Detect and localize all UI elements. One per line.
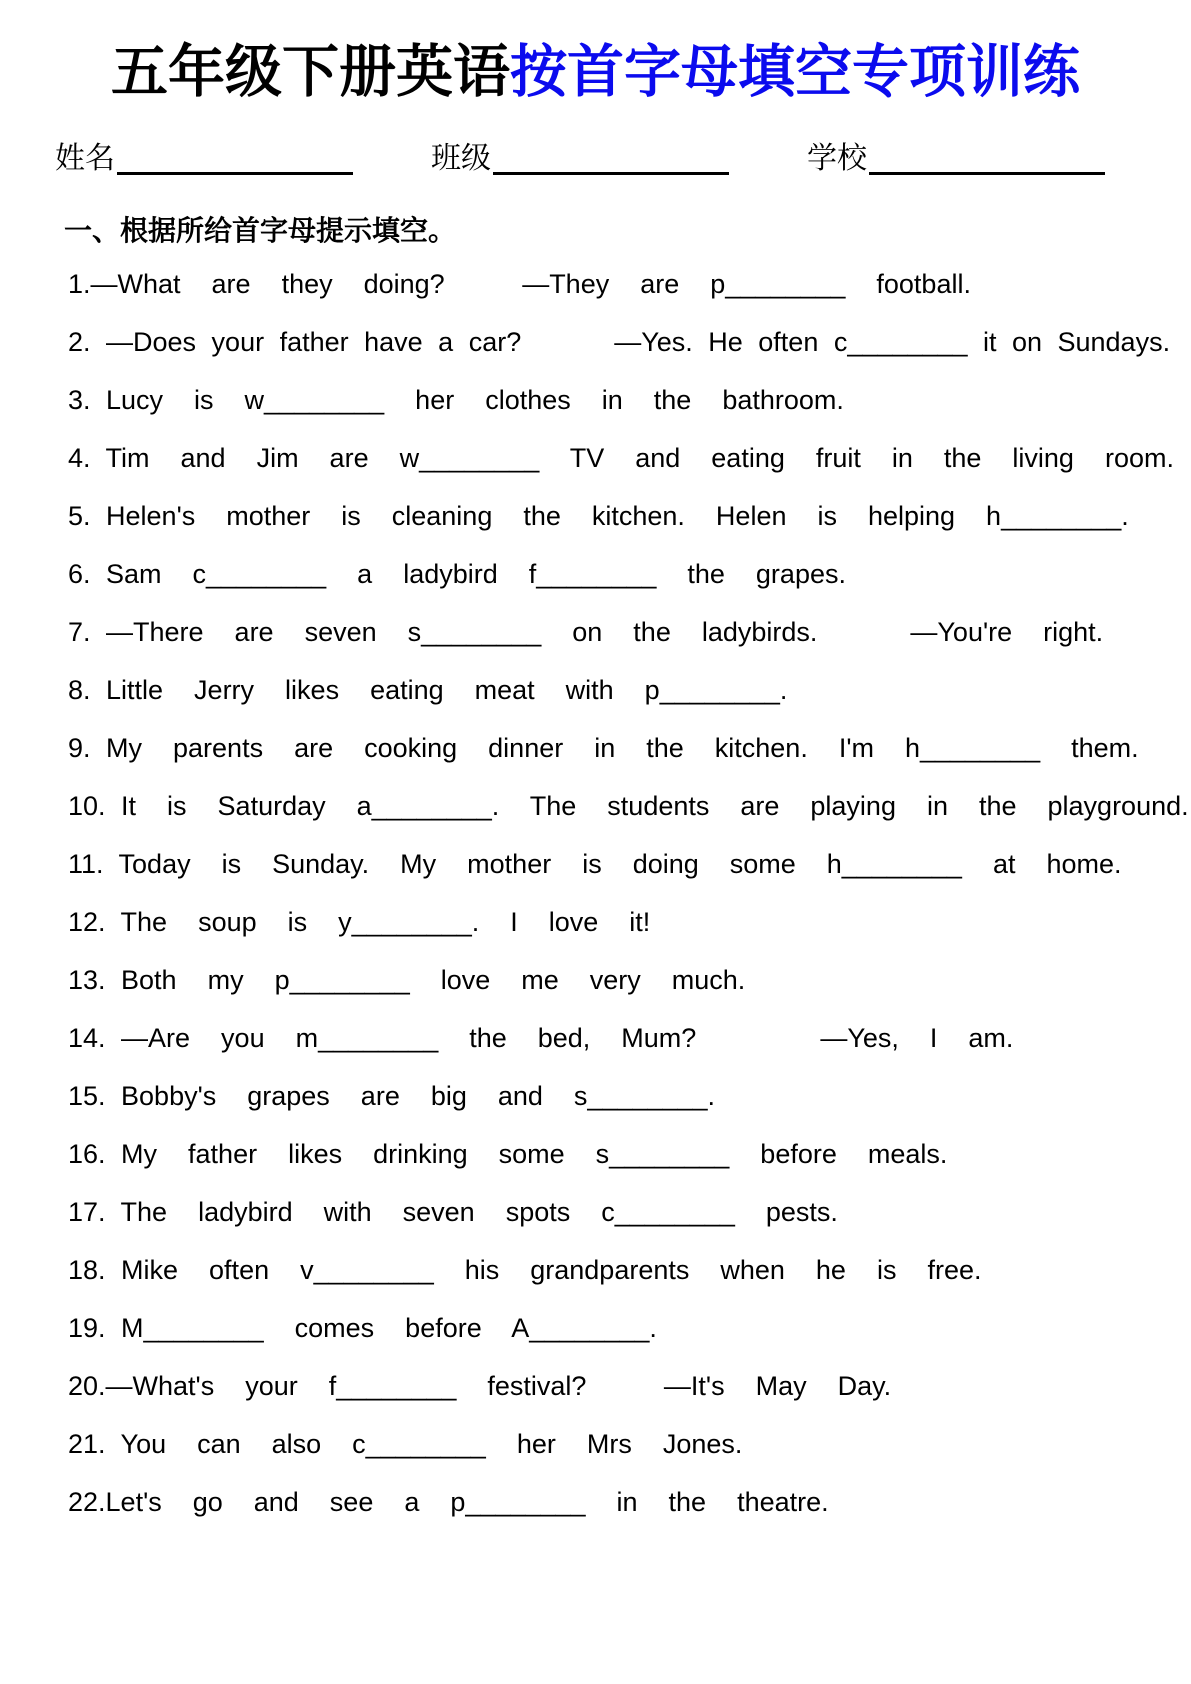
question-item-17: 17. The ladybird with seven spots c________ pests.	[68, 1196, 838, 1227]
question-item-19: 19. M________ comes before A________.	[68, 1312, 657, 1343]
question-list	[0, 255, 1191, 1531]
class-blank-line[interactable]	[493, 136, 729, 175]
question-item-14: 14. —Are you m________ the bed, Mum? —Yes, I am.	[68, 1022, 1014, 1053]
question-item-16: 16. My father likes drinking some s________ before meals.	[68, 1138, 948, 1169]
name-label: 姓名	[55, 141, 115, 175]
school-blank-line[interactable]	[869, 136, 1105, 175]
question-item-18: 18. Mike often v________ his grandparents when he is free.	[68, 1254, 982, 1285]
question-item-5: 5. Helen's mother is cleaning the kitchen. Helen is helping h________.	[68, 500, 1129, 531]
title-blue-part: 按首字母填空专项训练	[510, 40, 1080, 104]
school-label: 学校	[807, 141, 867, 175]
section-heading: 一、根据所给首字母提示填空。	[64, 214, 457, 246]
name-field	[55, 136, 353, 175]
question-item-15: 15. Bobby's grapes are big and s________.	[68, 1080, 716, 1111]
page-title	[0, 0, 1191, 106]
class-label: 班级	[431, 141, 491, 175]
question-item-9: 9. My parents are cooking dinner in the kitchen. I'm h________ them.	[68, 732, 1139, 763]
school-field	[807, 136, 1105, 175]
question-item-11: 11. Today is Sunday. My mother is doing some h________ at home.	[68, 848, 1122, 879]
question-item-4: 4. Tim and Jim are w________ TV and eating fruit in the living room.	[68, 442, 1174, 473]
name-blank-line[interactable]	[117, 136, 353, 175]
question-item-6: 6. Sam c________ a ladybird f________ the grapes.	[68, 558, 846, 589]
title-black-part: 五年级下册英语	[111, 40, 510, 104]
question-item-22: 22.Let's go and see a p________ in the theatre.	[68, 1486, 829, 1517]
question-item-2: 2. —Does your father have a car? —Yes. He often c________ it on Sundays.	[68, 326, 1171, 357]
question-item-13: 13. Both my p________ love me very much.	[68, 964, 746, 995]
question-item-12: 12. The soup is y________. I love it!	[68, 906, 651, 937]
question-item-3: 3. Lucy is w________ her clothes in the bathroom.	[68, 384, 844, 415]
question-item-10: 10. It is Saturday a________. The students are playing in the playground.	[68, 790, 1189, 821]
class-field	[431, 136, 729, 175]
student-info-row	[0, 136, 1191, 175]
question-item-1: 1.—What are they doing? —They are p________ football.	[68, 268, 971, 299]
question-item-7: 7. —There are seven s________ on the ladybirds. —You're right.	[68, 616, 1104, 647]
question-item-20: 20.—What's your f________ festival? —It's May Day.	[68, 1370, 892, 1401]
question-item-8: 8. Little Jerry likes eating meat with p________.	[68, 674, 788, 705]
question-item-21: 21. You can also c________ her Mrs Jones.	[68, 1428, 743, 1459]
